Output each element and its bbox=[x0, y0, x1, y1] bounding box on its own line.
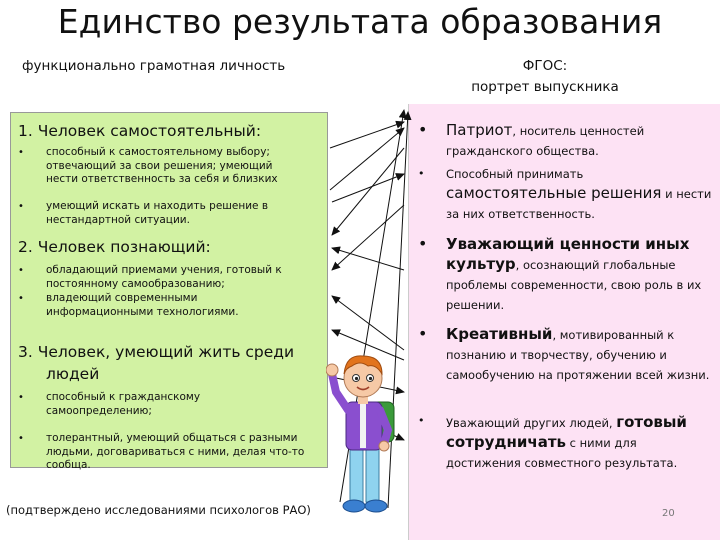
right-item-strong-2: культур bbox=[446, 255, 516, 273]
right-header-line2: портрет выпускника bbox=[471, 79, 619, 95]
bullet-text: владеющий современными информационными технологиями. bbox=[46, 292, 239, 318]
arrow-1 bbox=[330, 122, 404, 148]
slide-title: Единство результата образования bbox=[57, 2, 663, 41]
bullet-dot: • bbox=[418, 167, 425, 180]
left-column-header: функционально грамотная личность bbox=[22, 58, 286, 74]
section-3-heading-line2: людей bbox=[46, 365, 100, 383]
bullet-dot: • bbox=[418, 234, 428, 253]
bullet-text: способный к гражданскому самоопределению; bbox=[46, 391, 201, 417]
right-header-line1: ФГОС: bbox=[522, 58, 568, 74]
right-item-text: , мотивированный к познанию и творчеству, обучению и самообучению на протяжении всей жизни. bbox=[446, 328, 710, 382]
section-2-heading: 2. Человек познающий: bbox=[18, 238, 211, 256]
right-item-strong: Креативный bbox=[446, 325, 553, 343]
bullet-text: умеющий искать и находить решение в нестандартной ситуации. bbox=[46, 200, 269, 226]
bullet-text: толерантный, умеющий общаться с разными людьми, договариваться с ними, делая что-то сообща. bbox=[46, 432, 305, 471]
right-item-strong: готовый bbox=[616, 413, 687, 431]
bullet-dot: • bbox=[418, 120, 428, 139]
arrow-7 bbox=[332, 296, 404, 350]
page-number: 20 bbox=[662, 508, 675, 519]
bullet-dot: • bbox=[18, 293, 24, 304]
footnote: (подтверждено исследованиями психологов РАО) bbox=[6, 503, 311, 517]
bullet-text: способный к самостоятельному выбору; отвечающий за свои решения; умеющий нести ответственность за себя и близких bbox=[46, 146, 278, 185]
bullet-dot: • bbox=[18, 392, 24, 403]
right-item-text: , осознающий глобальные проблемы современности, свою роль в их решении. bbox=[446, 258, 702, 312]
bullet-dot: • bbox=[18, 147, 24, 158]
right-item-strong-2: сотрудничать bbox=[446, 433, 566, 451]
cartoon-schoolboy bbox=[326, 344, 408, 520]
right-item-strong: Уважающий ценности иных bbox=[446, 235, 690, 253]
right-item-text: , носитель ценностей гражданского общества. bbox=[446, 124, 645, 158]
bullet-text: обладающий приемами учения, готовый к постоянному самообразованию; bbox=[46, 264, 282, 290]
bullet-dot: • bbox=[18, 201, 24, 212]
right-item-text: и нести за них ответственность. bbox=[446, 187, 712, 221]
right-item-strong: самостоятельные решения bbox=[446, 184, 662, 202]
bullet-dot: • bbox=[418, 324, 428, 343]
section-3-heading-line1: 3. Человек, умеющий жить среди bbox=[18, 343, 295, 361]
arrow-5 bbox=[332, 205, 404, 270]
section-1-heading: 1. Человек самостоятельный: bbox=[18, 122, 262, 140]
arrow-6 bbox=[332, 248, 404, 270]
bullet-dot: • bbox=[418, 414, 425, 427]
right-item-strong: Патриот bbox=[446, 121, 513, 139]
bullet-dot: • bbox=[18, 433, 24, 444]
right-item-pre: Способный принимать bbox=[446, 167, 584, 181]
bullet-dot: • bbox=[18, 265, 24, 276]
arrow-4 bbox=[332, 148, 404, 235]
right-item-pre: Уважающий других людей, bbox=[446, 416, 617, 430]
right-item-text: с ними для достижения совместного результата. bbox=[446, 436, 678, 470]
